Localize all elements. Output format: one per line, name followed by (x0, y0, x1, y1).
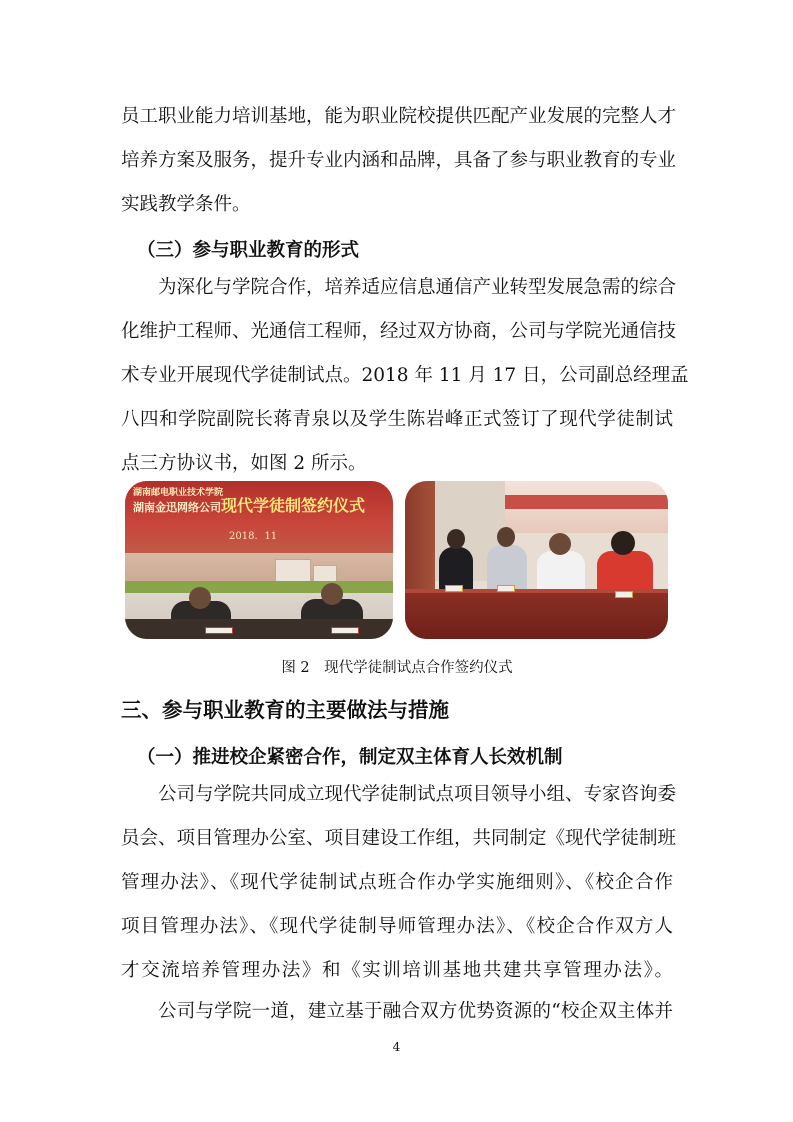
banner-company: 湖南金迅网络公司 (133, 501, 221, 514)
nameplate-shape (205, 627, 233, 634)
nameplate-shape (445, 585, 463, 592)
body-line: 公司与学院一道，建立基于融合双方优势资源的“校企双主体并 (158, 1001, 673, 1022)
body-line: 管理办法》、《现代学徒制试点班合作办学实施细则》、《校企合作 (121, 872, 673, 893)
body-line: 八四和学院副院长蒋青泉以及学生陈岩峰正式签订了现代学徒制试 (121, 409, 673, 430)
nameplate-shape (497, 585, 515, 592)
body-line: 公司与学院共同成立现代学徒制试点项目领导小组、专家咨询委 (158, 784, 677, 805)
page-number: 4 (392, 1040, 401, 1054)
body-line: 化维护工程师、光通信工程师，经过双方协商，公司与学院光通信技 (121, 321, 677, 342)
nameplate-shape (331, 627, 359, 634)
head-shape (447, 529, 465, 549)
person-shape (597, 551, 653, 593)
figure-caption: 图 2 现代学徒制试点合作签约仪式 (281, 660, 513, 676)
subsection-heading: （一）推进校企紧密合作，制定双主体育人长效机制 (137, 747, 563, 768)
table-shape (405, 593, 668, 639)
body-line: 术专业开展现代学徒制试点。2018 年 11 月 17 日，公司副总经理孟 (121, 365, 689, 386)
head-shape (321, 583, 343, 605)
banner-title: 现代学徒制签约仪式 (221, 496, 366, 515)
body-line: 才交流培养管理办法》和《实训培训基地共建共享管理办法》。 (121, 960, 673, 981)
body-line: 项目管理办法》、《现代学徒制导师管理办法》、《校企合作双方人 (121, 916, 673, 937)
head-shape (549, 533, 571, 555)
body-line: 培养方案及服务，提升专业内涵和品牌，具备了参与职业教育的专业 (121, 150, 677, 171)
lawn-shape (125, 581, 393, 593)
chapter-heading: 三、参与职业教育的主要做法与措施 (121, 698, 449, 722)
nameplate-shape (615, 591, 633, 598)
banner-school: 湖南邮电职业技术学院 (133, 488, 224, 498)
ceremony-banner (125, 481, 393, 553)
head-shape (189, 587, 211, 609)
banner-date: 2018．11 (229, 531, 278, 542)
body-line: 员工职业能力培训基地，能为职业院校提供匹配产业发展的完整人才 (121, 106, 677, 127)
head-shape (611, 531, 635, 555)
body-line: 实践教学条件。 (121, 194, 251, 215)
body-line: 点三方协议书，如图 2 所示。 (121, 453, 367, 474)
section-heading: （三）参与职业教育的形式 (137, 240, 360, 261)
head-shape (497, 527, 515, 547)
person-shape (537, 551, 585, 591)
signing-photo (125, 481, 393, 639)
meeting-photo (405, 481, 668, 639)
body-line: 员会、项目管理办公室、项目建设工作组，共同制定《现代学徒制班 (121, 828, 677, 849)
projection-screen (505, 481, 668, 533)
body-line: 为深化与学院合作，培养适应信息通信产业转型发展急需的综合 (158, 277, 677, 298)
